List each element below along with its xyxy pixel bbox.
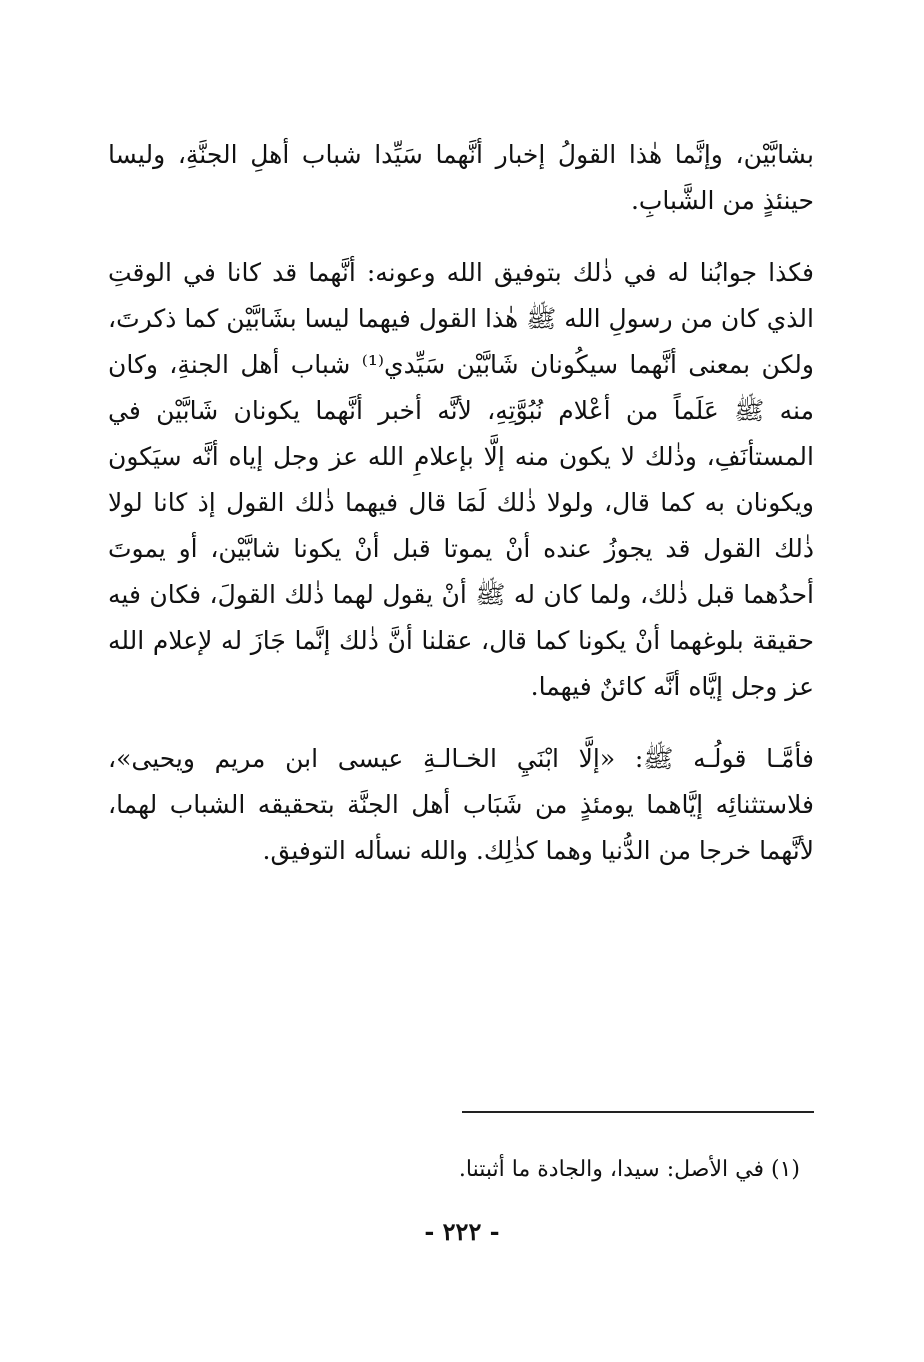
page-number: - ٢٢٢ - [424,1217,500,1246]
footnote-divider [462,1111,814,1113]
paragraph-3: فأمَّـا قولُـه ﷺ: «إلَّا ابْنَيِ الخـالـةِ عيسى ابن مريم ويحيى»، فلاستثنائِه إيَّاهما يومئذٍ من شَبَاب أهل الجنَّة بتحقيقه الشباب لهما، لأنَّهما خرجا من الدُّنيا وهما كذٰلِك. والله نسأله التوفيق. [108,744,814,865]
paragraph-2: فكذا جوابُنا له في ذٰلك بتوفيق الله وعونه: أنَّهما قد كانا في الوقتِ الذي كان من رسولِ الله ﷺ هٰذا القول فيهما ليسا بشَابَّيْن كما ذكرتَ، ولكن بمعنى أنَّهما سيكُونان شَابَّيْن سَيِّدي⁽¹⁾ شباب أهل الجنةِ، وكان منه ﷺ عَلَماً من أعْلام نُبُوَّتِهِ، لأنَّه أخبر أنَّهما يكونان شَابَّيْن في المستأنَفِ، وذٰلك لا يكون منه إلَّا بإعلامِ الله عز وجل إياه أنَّه سيَكون ويكونان به كما قال، ولولا ذٰلك لَمَا قال فيهما ذٰلك القول إذ كانا لولا ذٰلك القول قد يجوزُ عنده أنْ يموتا قبل أنْ يكونا شابَّيْن، أو يموتَ أحدُهما قبل ذٰلك، ولما كان له ﷺ أنْ يقول لهما ذٰلك القولَ، فكان فيه حقيقة بلوغهما أنْ يكونا كما قال، عقلنا أنَّ ذٰلك إنَّما جَازَ له لإعلام الله عز وجل إيَّاه أنَّه كائنٌ فيهما. [108,258,814,701]
footnote: (١) في الأصل: سيدا، والجادة ما أثبتنا. [458,1157,800,1182]
paragraph-1: بشابَّيْن، وإنَّما هٰذا القولُ إخبار أنَّهما سَيِّدا شباب أهلِ الجنَّةِ، وليسا حينئذٍ من الشَّبابِ. [108,140,814,215]
